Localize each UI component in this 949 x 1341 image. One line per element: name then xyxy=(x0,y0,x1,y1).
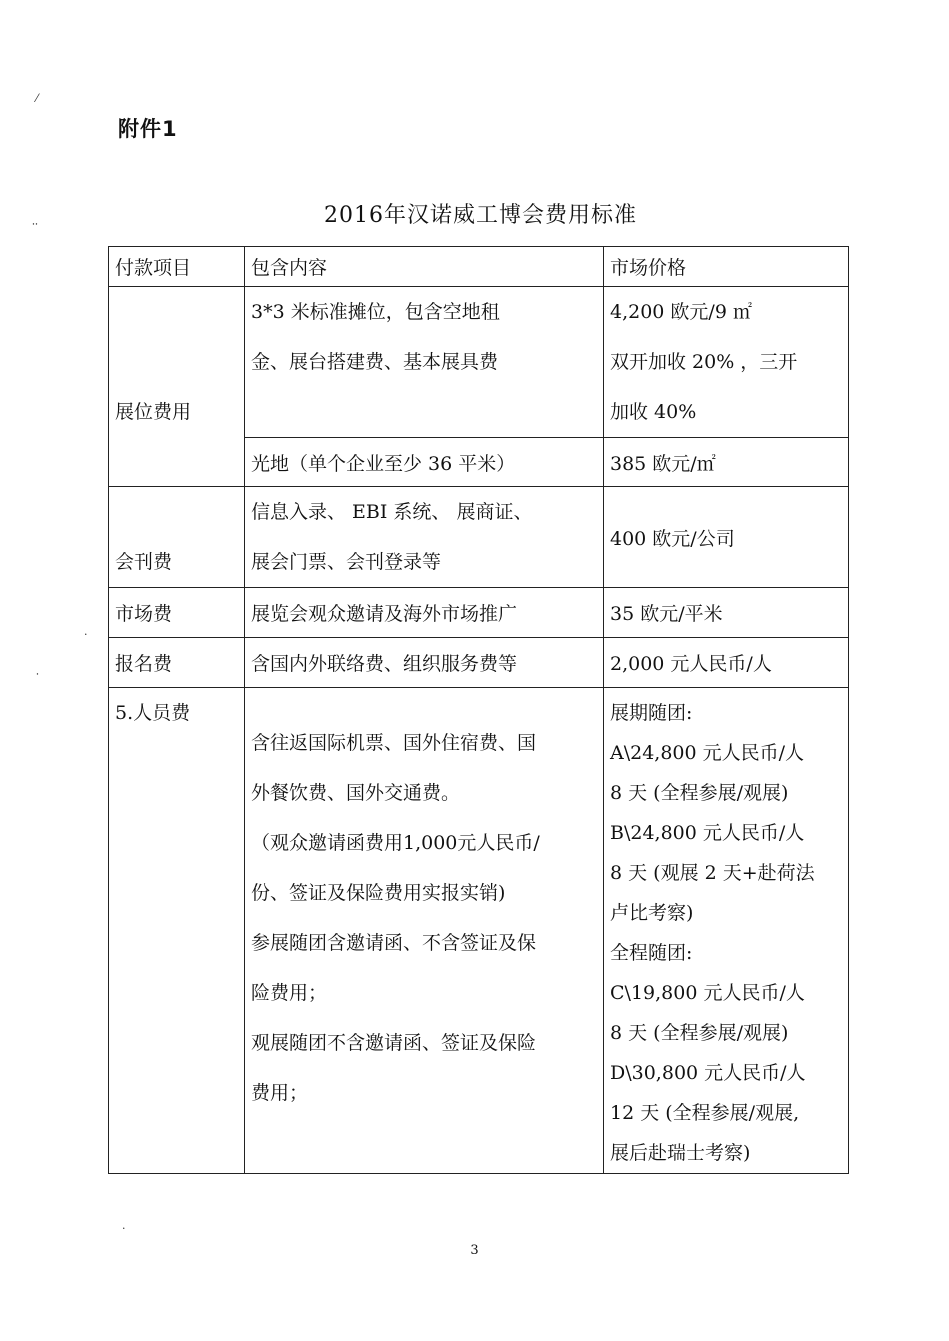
table-header-row xyxy=(109,247,849,287)
personnel-content: 含往返国际机票、国外住宿费、国 外餐饮费、国外交通费。 （观众邀请函费用1,000元人民币/ 份、签证及保险费用实报实销) 参展随团含邀请函、不含签证及保 险费用； 观展随团不含邀请函、签证及保险 费用； xyxy=(245,688,604,1174)
registration-label: 报名费 xyxy=(109,638,245,688)
booth-label-cell: 展位费用 xyxy=(109,287,245,487)
scan-speck: ⸳⸳ xyxy=(32,216,38,229)
table-row xyxy=(109,287,849,438)
scan-speck: ⸳ xyxy=(36,666,39,679)
marketing-price: 35 欧元/平米 xyxy=(604,588,849,638)
booth-standard-price: 4,200 欧元/9 ㎡ 双开加收 20% ，三开 加收 40% xyxy=(604,287,849,438)
attachment-label: 附件1 xyxy=(118,117,178,141)
booth-raw-price: 385 欧元/㎡ xyxy=(604,438,849,487)
scan-speck: · xyxy=(84,628,88,641)
marketing-label: 市场费 xyxy=(109,588,245,638)
table-row xyxy=(109,588,849,638)
catalog-label: 会刊费 xyxy=(109,487,245,588)
table-row xyxy=(109,487,849,588)
header-content: 包含内容 xyxy=(245,247,604,287)
registration-content: 含国内外联络费、组织服务费等 xyxy=(245,638,604,688)
scan-speck: · xyxy=(122,1222,126,1235)
page-number: 3 xyxy=(470,1243,479,1258)
header-payment-item: 付款项目 xyxy=(109,247,245,287)
table-row xyxy=(109,688,849,1174)
document-title: 2016年汉诺威工博会费用标准 xyxy=(324,203,637,228)
registration-price: 2,000 元人民币/人 xyxy=(604,638,849,688)
personnel-label: 5.人员费 xyxy=(109,688,245,1174)
scan-speck: ⁄ xyxy=(36,92,38,105)
header-market-price: 市场价格 xyxy=(604,247,849,287)
catalog-price: 400 欧元/公司 xyxy=(604,487,849,588)
marketing-content: 展览会观众邀请及海外市场推广 xyxy=(245,588,604,638)
booth-raw-content: 光地（单个企业至少 36 平米） xyxy=(245,438,604,487)
fee-table xyxy=(108,246,849,1174)
table-row xyxy=(109,638,849,688)
catalog-content: 信息入录、 EBI 系统、 展商证、 展会门票、会刊登录等 xyxy=(245,487,604,588)
personnel-price: 展期随团: A\24,800 元人民币/人 8 天 (全程参展/观展) B\24,800 元人民币/人 8 天 (观展 2 天+赴荷法 卢比考察) 全程随团: C\19,800 元人民币/人 8 天 (全程参展/观展) D\30,800 元人民币/人 12 天 (全程参展/观展, 展后赴瑞士考察) xyxy=(604,688,849,1174)
booth-standard-content: 3*3 米标准摊位，包含空地租 金、展台搭建费、基本展具费 xyxy=(245,287,604,438)
